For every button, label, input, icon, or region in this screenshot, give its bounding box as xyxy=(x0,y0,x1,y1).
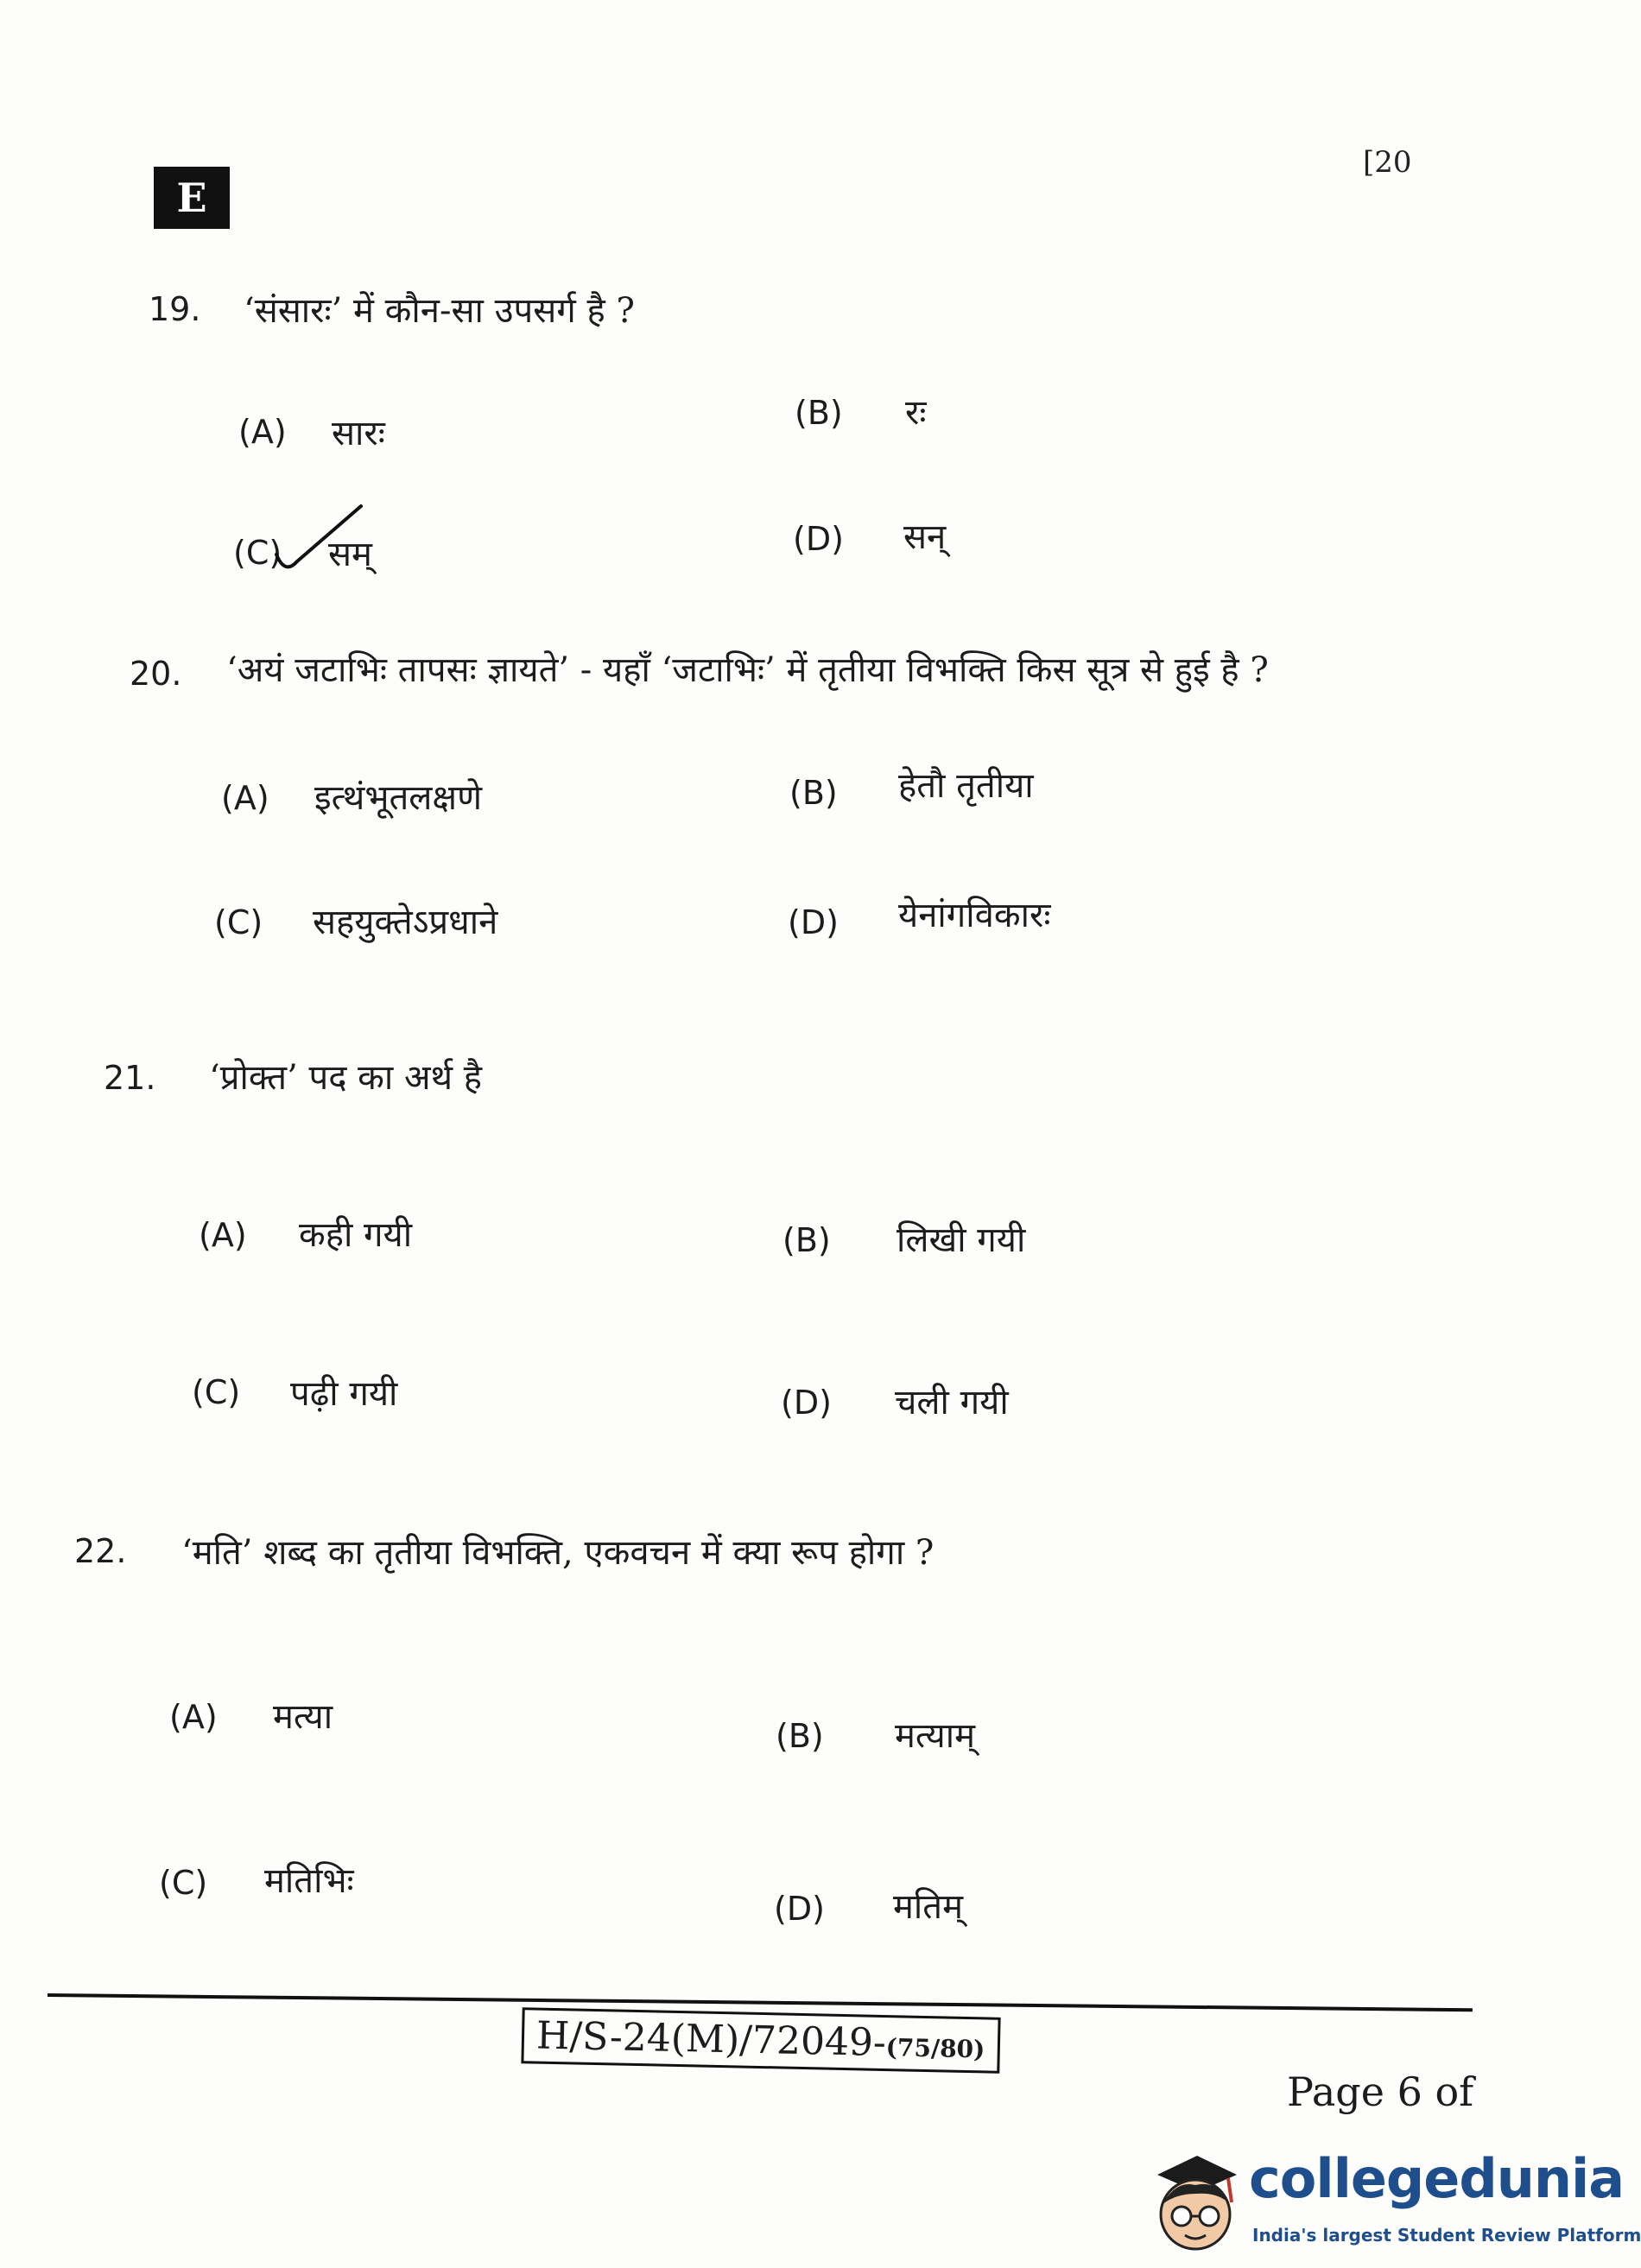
q22-option-d-label: (D) xyxy=(774,1890,825,1928)
q22-option-c-text: मतिभिः xyxy=(264,1861,354,1901)
q21-option-d-label: (D) xyxy=(781,1384,832,1422)
question-21-number: 21. xyxy=(104,1059,156,1097)
q21-option-a-text: कही गयी xyxy=(299,1215,413,1255)
question-21-text: ‘प्रोक्त’ पद का अर्थ है xyxy=(209,1058,483,1098)
question-19-number: 19. xyxy=(149,290,201,328)
q20-option-b-text: हेतौ तृतीया xyxy=(898,766,1034,806)
q20-option-b-label: (B) xyxy=(789,774,838,812)
footer-divider xyxy=(48,1993,1473,2011)
q22-option-d-text: मतिम् xyxy=(893,1887,963,1927)
q22-option-b-label: (B) xyxy=(776,1717,824,1755)
paper-code-suffix: (75/80) xyxy=(885,2033,985,2064)
page-number: Page 6 of xyxy=(1287,2068,1474,2115)
q22-option-a-label: (A) xyxy=(169,1698,218,1736)
mascot-icon xyxy=(1142,2140,1244,2261)
handwritten-corner-mark: [20 xyxy=(1363,145,1412,180)
answer-tick-mark xyxy=(259,501,371,579)
q19-option-a-text: सारः xyxy=(332,414,385,453)
q20-option-a-label: (A) xyxy=(221,779,269,817)
q22-option-c-label: (C) xyxy=(159,1864,208,1902)
collegedunia-watermark xyxy=(1142,2140,1641,2261)
q20-option-a-text: इत्थंभूतलक्षणे xyxy=(314,778,482,818)
q21-option-c-text: पढ़ी गयी xyxy=(290,1374,398,1414)
q21-option-b-label: (B) xyxy=(782,1221,831,1259)
q19-option-b-text: रः xyxy=(905,393,927,433)
q20-option-d-label: (D) xyxy=(788,903,839,941)
question-20-number: 20. xyxy=(130,655,182,693)
paper-code: H/S-24(M)/72049- xyxy=(535,2013,887,2066)
set-code-badge: E xyxy=(154,167,230,229)
question-20-text: ‘अयं जटाभिः तापसः ज्ञायते’ - यहाँ ‘जटाभिः’ में तृतीया विभक्ति किस सूत्र से हुई है ? xyxy=(226,650,1269,690)
q20-option-c-label: (C) xyxy=(214,903,263,941)
brand-tagline: India's largest Student Review Platform xyxy=(1252,2225,1641,2246)
q19-option-d-text: सन् xyxy=(903,517,947,557)
brand-name: collegedunia xyxy=(1249,2147,1625,2210)
q22-option-a-text: मत्या xyxy=(273,1697,333,1737)
q19-option-a-label: (A) xyxy=(238,413,287,451)
q22-option-b-text: मत्याम् xyxy=(895,1716,975,1756)
q19-option-c-text: सम् xyxy=(328,535,372,574)
question-22-number: 22. xyxy=(74,1532,127,1570)
q21-option-c-label: (C) xyxy=(192,1373,241,1411)
q21-option-d-text: चली गयी xyxy=(895,1383,1009,1422)
question-22-text: ‘मति’ शब्द का तृतीया विभक्ति, एकवचन में क्या रूप होगा ? xyxy=(181,1533,935,1573)
q20-option-c-text: सहयुक्तेऽप्रधाने xyxy=(313,903,498,942)
q21-option-a-label: (A) xyxy=(199,1216,247,1254)
q21-option-b-text: लिखी गयी xyxy=(897,1220,1026,1260)
q19-option-d-label: (D) xyxy=(793,520,844,558)
q19-option-c-label: (C) xyxy=(233,534,282,572)
paper-code-box xyxy=(521,2007,1000,2074)
q19-option-b-label: (B) xyxy=(795,394,843,432)
question-19-text: ‘संसारः’ में कौन-सा उपसर्ग है ? xyxy=(244,291,635,331)
q20-option-d-text: येनांगविकारः xyxy=(898,896,1051,935)
